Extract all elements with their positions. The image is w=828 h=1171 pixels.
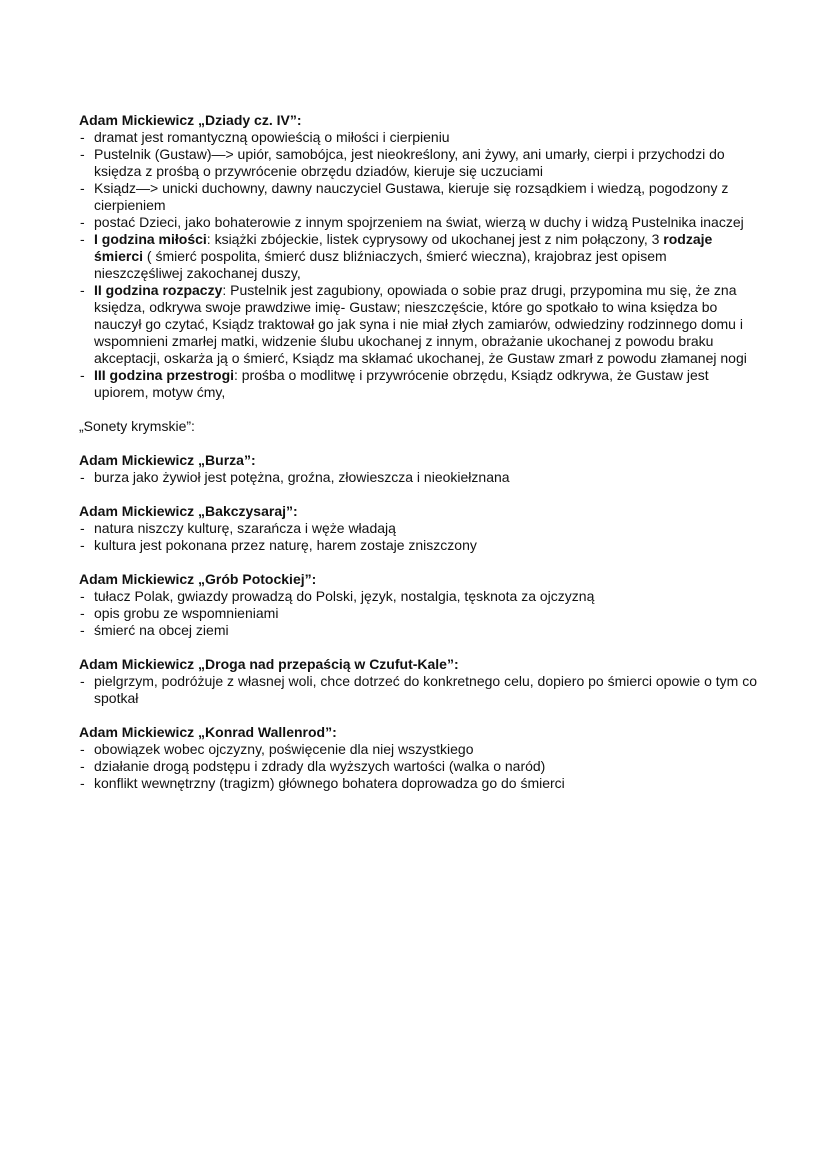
list-item: - tułacz Polak, gwiazdy prowadzą do Polski, język, nostalgia, tęsknota za ojczyzną: [79, 588, 759, 605]
bullet-list: [79, 129, 759, 401]
list-item: [79, 231, 759, 282]
section-heading: Adam Mickiewicz „Dziady cz. IV”:: [79, 112, 302, 128]
list-item: - burza jako żywioł jest potężna, groźna, złowieszcza i nieokiełznana: [79, 469, 759, 486]
list-item: - dramat jest romantyczną opowieścią o miłości i cierpieniu: [79, 129, 759, 146]
item-text: ( śmierć pospolita, śmierć dusz bliźniaczych, śmierć wieczna), krajobraz jest opisem nieszczęśliwej zakochanej duszy,: [94, 248, 667, 281]
section-heading: Adam Mickiewicz „Konrad Wallenrod”:: [79, 724, 337, 740]
section-dziady: [79, 112, 759, 401]
section-heading: Adam Mickiewicz „Grób Potockiej”:: [79, 571, 317, 587]
section-heading: Adam Mickiewicz „Burza”:: [79, 452, 256, 468]
list-item: - Pustelnik (Gustaw)—> upiór, samobójca, jest nieokreślony, ani żywy, ani umarły, cierpi i przychodzi do księdza z prośbą o przywrócenie obrzędu dziadów, kieruje się uczuciami: [79, 146, 759, 180]
section-grob-potockiej: [79, 571, 759, 639]
list-item: - śmierć na obcej ziemi: [79, 622, 759, 639]
list-item: - konflikt wewnętrzny (tragizm) głównego bohatera doprowadza go do śmierci: [79, 775, 759, 792]
section-konrad-wallenrod: [79, 724, 759, 792]
emphasis-term: I godzina miłości: [94, 231, 207, 247]
bullet-list: [79, 469, 759, 486]
item-text: : książki zbójeckie, listek cyprysowy od ukochanej jest z nim połączony, 3: [206, 231, 664, 247]
section-droga: [79, 656, 759, 707]
bullet-list: [79, 588, 759, 639]
emphasis-term: II godzina rozpaczy: [94, 282, 223, 298]
list-item: - kultura jest pokonana przez naturę, harem zostaje zniszczony: [79, 537, 759, 554]
item-text: : Pustelnik jest zagubiony, opowiada o sobie praz drugi, przypomina mu się, że zna księdza, odkrywa swoje prawdziwe imię- Gustaw; nieszczęście, które go spotkało to wina księdza bo nauczył go czytać, Ksiądz traktował go jak syna i nie miał złych zamiarów, odwiedziny rodzinnego domu i wspomnieni zmarłej matki, widzenie ślubu ukochanej z innym, obrażanie ukochanej z powodu braku akceptacji, oskarża ją o śmierć, Ksiądz ma skłamać ukochanej, że Gustaw zmarł z powodu złamanej nogi: [94, 282, 747, 366]
list-item: - postać Dzieci, jako bohaterowie z innym spojrzeniem na świat, wierzą w duchy i widzą Pustelnika inaczej: [79, 214, 759, 231]
list-item: - obowiązek wobec ojczyzny, poświęcenie dla niej wszystkiego: [79, 741, 759, 758]
list-item: [79, 282, 759, 367]
list-item: - działanie drogą podstępu i zdrady dla wyższych wartości (walka o naród): [79, 758, 759, 775]
section-heading: Adam Mickiewicz „Bakczysaraj”:: [79, 503, 298, 519]
list-item: - pielgrzym, podróżuje z własnej woli, chce dotrzeć do konkretnego celu, dopiero po śmierci opowie o tym co spotkał: [79, 673, 759, 707]
bullet-list: [79, 741, 759, 792]
section-heading: Adam Mickiewicz „Droga nad przepaścią w Czufut-Kale”:: [79, 656, 459, 672]
bullet-list: [79, 520, 759, 554]
list-item: - Ksiądz—> unicki duchowny, dawny nauczyciel Gustawa, kieruje się rozsądkiem i wiedzą, pogodzony z cierpieniem: [79, 180, 759, 214]
item-text: : prośba o modlitwę i przywrócenie obrzędu, Ksiądz odkrywa, że Gustaw jest upiorem, motyw ćmy,: [94, 367, 709, 400]
list-item: [79, 367, 759, 401]
section-heading: „Sonety krymskie”:: [79, 418, 195, 434]
emphasis-term: III godzina przestrogi: [94, 367, 235, 383]
list-item: - natura niszczy kulturę, szarańcza i węże władają: [79, 520, 759, 537]
bullet-list: [79, 673, 759, 707]
emphasis-term: rodzaje śmierci: [94, 231, 713, 264]
section-burza: [79, 452, 759, 486]
section-sonety: [79, 418, 759, 435]
list-item: - opis grobu ze wspomnieniami: [79, 605, 759, 622]
document-page: [79, 112, 759, 792]
section-bakczysaraj: [79, 503, 759, 554]
